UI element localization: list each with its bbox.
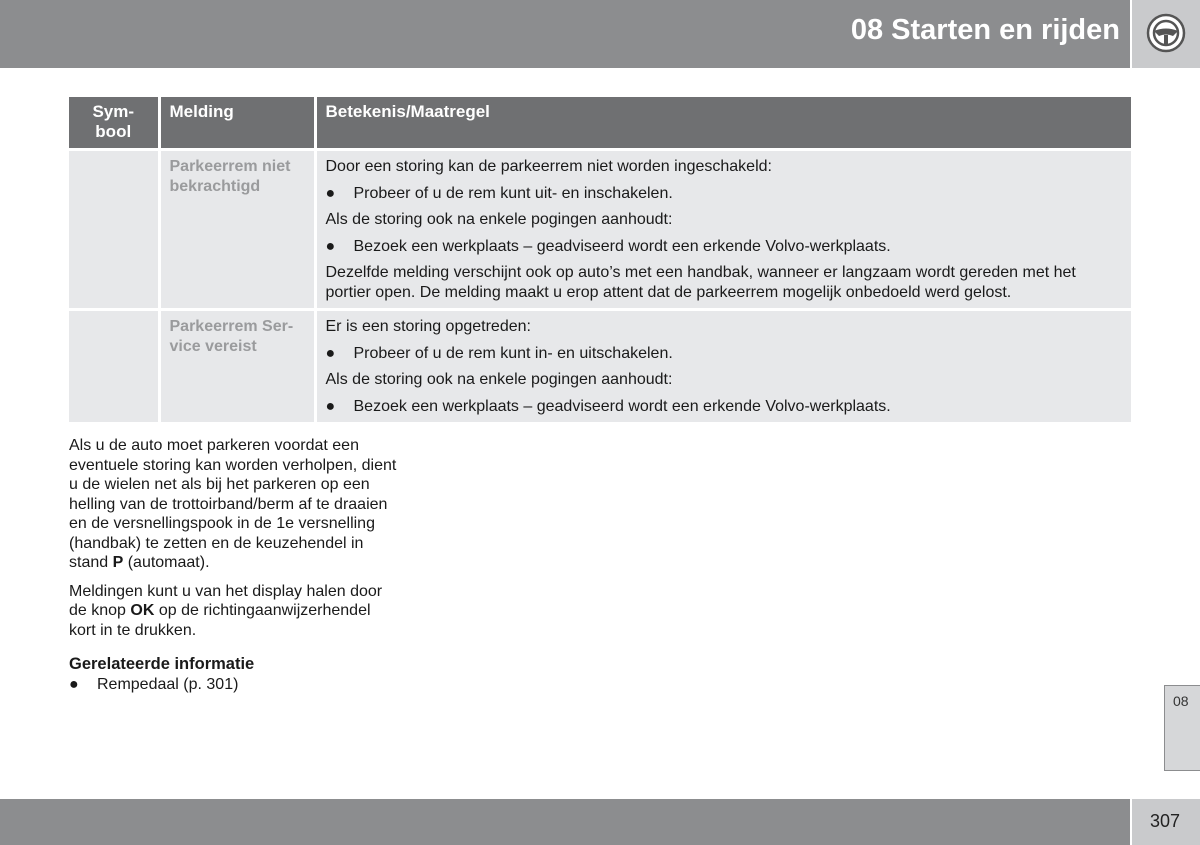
related-info-heading: Gerelateerde informatie bbox=[69, 655, 255, 673]
steering-wheel-icon bbox=[1146, 13, 1186, 53]
page-number-box bbox=[1132, 799, 1200, 845]
page-number: 307 bbox=[1150, 811, 1181, 831]
cell-text: Als de storing ook na enkele pogingen aanhoudt: bbox=[325, 211, 673, 228]
related-info-link[interactable]: ● Rempedaal (p. 301) bbox=[69, 675, 239, 693]
bullet-item: ● Bezoek een werkplaats – geadviseerd wordt een erkende Volvo-werkplaats. bbox=[325, 398, 891, 415]
cell-text: Er is een storing opgetreden: bbox=[325, 318, 531, 335]
paragraph: Als u de auto moet parkeren voordat een eventuele storing kan worden verholpen, dient u de wielen net als bij het parkeren op een helling van de trottoirband/berm af te draaien en de versnellingspook in de 1e versnelling (handbak) te zetten en de keuzehendel in stand P (automaat). bbox=[69, 437, 397, 571]
symbol-cell bbox=[69, 310, 159, 423]
melding-cell: Parkeerrem Ser- vice vereist bbox=[159, 310, 315, 423]
body-text-column bbox=[69, 436, 399, 694]
chapter-icon-box bbox=[1132, 0, 1200, 68]
chapter-side-tab[interactable]: 08 bbox=[1164, 685, 1200, 771]
col-header-symbol: Sym- bool bbox=[69, 97, 159, 150]
cell-text: Dezelfde melding verschijnt ook op auto’s met een handbak, wanneer er langzaam wordt gereden met het portier open. De melding maakt u erop attent dat de parkeerrem mogelijk onbedoeld werd gelost. bbox=[325, 264, 1076, 301]
paragraph: Meldingen kunt u van het display halen door de knop OK op de richtingaanwijzerhendel kort in te drukken. bbox=[69, 582, 383, 639]
table-header-row bbox=[69, 97, 1131, 150]
bullet-item: ● Bezoek een werkplaats – geadviseerd wordt een erkende Volvo-werkplaats. bbox=[325, 238, 891, 255]
footer-bar bbox=[0, 799, 1130, 845]
col-header-melding: Melding bbox=[159, 97, 315, 150]
table-row bbox=[69, 310, 1131, 423]
symbol-cell bbox=[69, 150, 159, 310]
betekenis-cell bbox=[315, 150, 1131, 310]
melding-cell: Parkeerrem niet bekrachtigd bbox=[159, 150, 315, 310]
col-header-betekenis: Betekenis/Maatregel bbox=[315, 97, 1131, 150]
cell-text: Als de storing ook na enkele pogingen aanhoudt: bbox=[325, 371, 673, 388]
bullet-item: ● Probeer of u de rem kunt uit- en inschakelen. bbox=[325, 185, 673, 202]
chapter-title: 08 Starten en rijden bbox=[850, 14, 1120, 46]
bullet-item: ● Probeer of u de rem kunt in- en uitschakelen. bbox=[325, 345, 673, 362]
table-row bbox=[69, 150, 1131, 310]
cell-text: Door een storing kan de parkeerrem niet worden ingeschakeld: bbox=[325, 158, 772, 175]
betekenis-cell bbox=[315, 310, 1131, 423]
message-table bbox=[69, 97, 1131, 422]
